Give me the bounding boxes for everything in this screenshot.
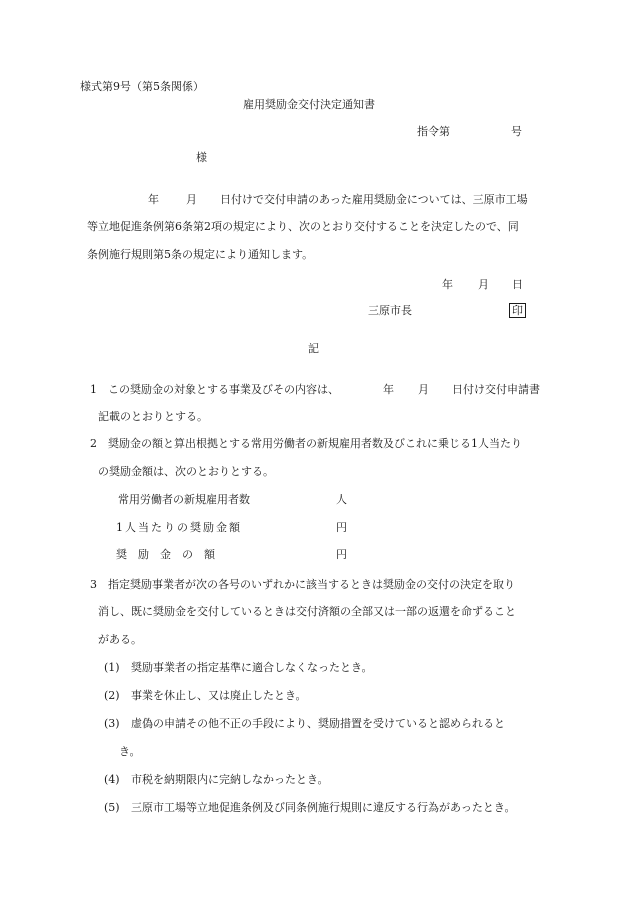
body-year: 年 bbox=[148, 193, 159, 206]
subitem-number: (4) bbox=[104, 773, 120, 786]
subitem-number: (1) bbox=[104, 661, 120, 674]
ki-heading: 記 bbox=[308, 342, 319, 355]
item2-row-label: 奨 励 金 の 額 bbox=[116, 548, 215, 561]
body-line-2: 等立地促進条例第6条第2項の規定により、次のとおり交付することを決定したので、同 bbox=[87, 220, 519, 233]
subitem-number: (5) bbox=[104, 801, 120, 814]
date-day: 日 bbox=[512, 278, 523, 291]
item2-line2: の奨励金額は、次のとおりとする。 bbox=[98, 465, 274, 478]
issuer-name: 三原市長 bbox=[368, 304, 412, 317]
item2-line1: 2 奨励金の額と算出根拠とする常用労働者の新規雇用者数及びこれに乗じる1人当たり bbox=[90, 437, 522, 450]
item3-line1: 3 指定奨励事業者が次の各号のいずれかに該当するときは奨励金の交付の決定を取り bbox=[90, 578, 515, 591]
subitem-text: 奨励事業者の指定基準に適合しなくなったとき。 bbox=[131, 661, 373, 674]
addressee-honorific: 様 bbox=[196, 151, 207, 164]
subitem-number: (2) bbox=[104, 689, 120, 702]
doc-number-suffix: 号 bbox=[511, 125, 522, 138]
subitem-text: 三原市工場等立地促進条例及び同条例施行規則に違反する行為があったとき。 bbox=[131, 801, 516, 814]
item2-row-unit: 円 bbox=[336, 548, 347, 561]
body-month: 月 bbox=[186, 193, 197, 206]
date-year: 年 bbox=[442, 278, 453, 291]
seal-mark bbox=[509, 303, 526, 318]
subitem-text: 市税を納期限内に完納しなかったとき。 bbox=[131, 773, 329, 786]
item3-line3: がある。 bbox=[98, 633, 142, 646]
item1-line2: 記載のとおりとする。 bbox=[98, 410, 208, 423]
date-month: 月 bbox=[478, 278, 489, 291]
item1-line1-a: 1 この奨励金の対象とする事業及びその内容は、 bbox=[90, 383, 339, 396]
seal-mark-label: 印 bbox=[509, 303, 526, 318]
item1-year: 年 bbox=[383, 383, 394, 396]
item1-line1-b: 日付け交付申請書 bbox=[452, 383, 540, 396]
subitem-text-continuation: き。 bbox=[119, 745, 141, 758]
item2-row-label: 常用労働者の新規雇用者数 bbox=[118, 493, 250, 506]
body-line-3: 条例施行規則第5条の規定により通知します。 bbox=[87, 248, 314, 261]
subitem-text: 虚偽の申請その他不正の手段により、奨励措置を受けていると認められると bbox=[131, 717, 505, 730]
body-line-1: 日付けで交付申請のあった雇用奨励金については、三原市工場 bbox=[220, 193, 528, 206]
item2-row-unit: 円 bbox=[336, 521, 347, 534]
subitem-text: 事業を休止し、又は廃止したとき。 bbox=[131, 689, 307, 702]
document-title: 雇用奨励金交付決定通知書 bbox=[243, 98, 375, 111]
form-label: 様式第9号（第5条関係） bbox=[80, 80, 204, 93]
item1-month: 月 bbox=[418, 383, 429, 396]
item2-row-label: 1人当たりの奨励金額 bbox=[116, 521, 242, 534]
doc-number-prefix: 指令第 bbox=[417, 125, 450, 138]
subitem-number: (3) bbox=[104, 717, 120, 730]
item2-row-unit: 人 bbox=[336, 493, 347, 506]
item3-line2: 消し、既に奨励金を交付しているときは交付済額の全部又は一部の返還を命ずること bbox=[98, 605, 516, 618]
